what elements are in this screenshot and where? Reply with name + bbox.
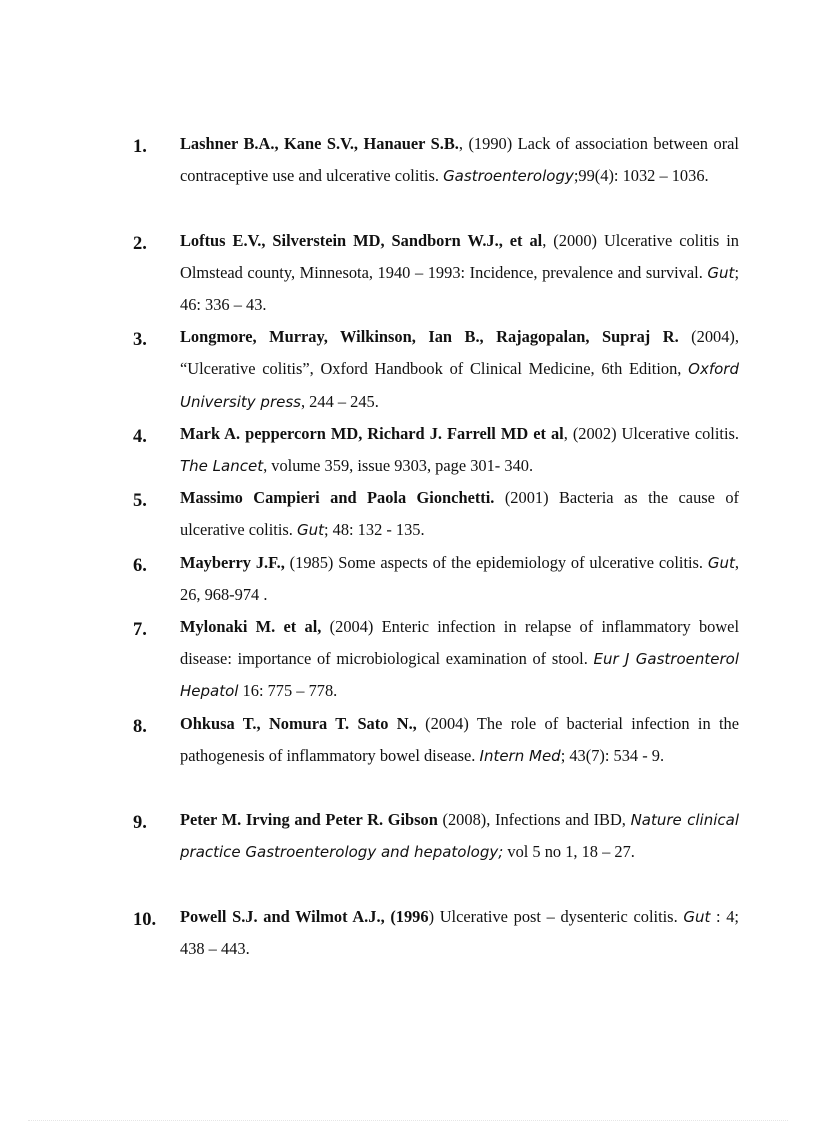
reference-number: 6. <box>133 555 147 576</box>
reference-journal: Gastroenterology <box>443 167 574 186</box>
reference-journal: Eur J Gastroenterol Hepatol <box>180 650 740 701</box>
page-bottom-divider <box>28 1120 788 1121</box>
reference-item <box>133 418 739 482</box>
reference-authors: Loftus E.V., Silverstein MD, Sandborn W.J., et al <box>180 230 543 250</box>
reference-list <box>133 128 739 965</box>
reference-details: , 26, 968-974 . <box>180 552 740 604</box>
reference-details: , 244 – 245. <box>300 391 379 411</box>
reference-details: , volume 359, issue 9303, page 301- 340. <box>263 455 534 475</box>
reference-authors: Mylonaki M. et al, <box>180 616 322 636</box>
reference-authors: Peter M. Irving and Peter R. Gibson <box>180 810 438 830</box>
reference-details: 16: 775 – 778. <box>238 681 338 701</box>
reference-journal: Gut <box>707 553 735 572</box>
reference-number: 2. <box>133 233 147 254</box>
reference-authors: Powell S.J. and Wilmot A.J., (1996 <box>180 906 429 926</box>
reference-number: 10. <box>133 909 157 930</box>
reference-text: (2004) The role of bacterial infection in the pathogenesis of inflammatory bowel disease. <box>180 713 740 765</box>
reference-authors: Mark A. peppercorn MD, Richard J. Farrell MD et al <box>180 423 564 443</box>
reference-text: (2004) Enteric infection in relapse of inflammatory bowel disease: importance of microbiological examination of stool. <box>180 616 739 669</box>
reference-item <box>133 901 739 965</box>
reference-journal: Gut <box>296 521 324 540</box>
reference-details: : 4; 438 – 443. <box>180 906 739 958</box>
reference-text: (1985) Some aspects of the epidemiology of ulcerative colitis. <box>284 552 708 572</box>
reference-authors: Ohkusa T., Nomura T. Sato N., <box>180 713 417 733</box>
reference-text: , (1990) Lack of association between oral contraceptive use and ulcerative colitis. <box>180 134 739 186</box>
reference-number: 3. <box>133 330 147 351</box>
reference-text: , (2000) Ulcerative colitis in Olmstead county, Minnesota, 1940 – 1993: Incidence, prevalence and survival. <box>180 230 739 282</box>
reference-text: ) Ulcerative post – dysenteric colitis. <box>428 906 684 926</box>
reference-journal: Gut <box>683 907 711 926</box>
reference-journal: Gut <box>707 263 735 282</box>
reference-text: (2004), “Ulcerative colitis”, Oxford Handbook of Clinical Medicine, 6th Edition, <box>180 327 739 379</box>
reference-authors: Mayberry J.F., <box>180 552 285 572</box>
reference-number: 5. <box>133 491 147 512</box>
reference-authors: Lashner B.A., Kane S.V., Hanauer S.B. <box>180 134 459 153</box>
reference-details: ; 48: 132 - 135. <box>323 520 425 540</box>
reference-item <box>133 225 739 322</box>
reference-authors: Massimo Campieri and Paola Gionchetti. <box>180 488 495 508</box>
reference-item <box>133 804 739 901</box>
reference-item <box>133 611 739 708</box>
reference-journal: Oxford University press <box>180 360 739 411</box>
reference-journal: Intern Med <box>479 746 561 765</box>
reference-item <box>133 547 739 611</box>
reference-details: ;99(4): 1032 – 1036. <box>573 166 709 186</box>
reference-number: 4. <box>133 426 147 447</box>
reference-journal: The Lancet <box>180 456 264 475</box>
reference-journal: Nature clinical practice Gastroenterology and hepatology; <box>180 811 739 862</box>
reference-item <box>133 128 739 225</box>
reference-text: , (2002) Ulcerative colitis. <box>563 423 739 443</box>
reference-number: 7. <box>133 619 147 640</box>
reference-details: ; 43(7): 534 - 9. <box>560 745 665 765</box>
reference-item <box>133 321 739 418</box>
reference-item <box>133 482 739 546</box>
reference-text: (2001) Bacteria as the cause of ulcerative colitis. <box>180 488 739 540</box>
reference-item <box>133 708 739 805</box>
reference-number: 1. <box>133 137 147 157</box>
reference-authors: Longmore, Murray, Wilkinson, Ian B., Rajagopalan, Supraj R. <box>180 327 679 347</box>
reference-text: (2008), Infections and IBD, <box>437 810 631 830</box>
reference-number: 9. <box>133 813 147 834</box>
reference-details: ; 46: 336 – 43. <box>180 262 739 314</box>
reference-details: vol 5 no 1, 18 – 27. <box>503 842 635 862</box>
reference-number: 8. <box>133 716 147 737</box>
